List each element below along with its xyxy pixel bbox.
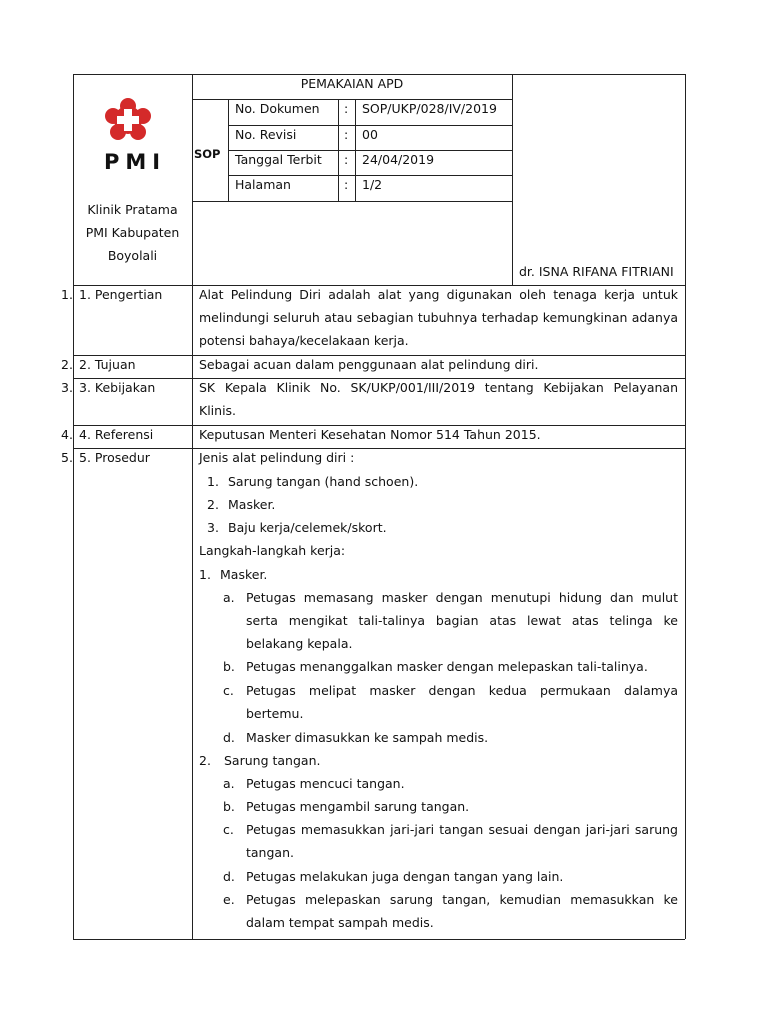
item-line: belakang kepala. xyxy=(246,636,353,651)
rule xyxy=(192,99,512,100)
item-letter: d. xyxy=(223,730,235,745)
rule xyxy=(73,355,685,356)
group-title: Sarung tangan. xyxy=(224,753,321,768)
rule xyxy=(355,99,356,201)
section-number: 2. xyxy=(61,357,73,372)
org-name-line: Klinik Pratama xyxy=(87,202,178,217)
item-letter: a. xyxy=(223,590,235,605)
body-line: melindungi seluruh atau sebagian tubuhnya terhadap kemungkinan adanya xyxy=(199,310,678,325)
meta-label: No. Dokumen xyxy=(235,101,320,116)
item-text xyxy=(246,679,678,725)
rule xyxy=(73,939,685,940)
body-line: potensi bahaya/kecelakaan kerja. xyxy=(199,333,409,348)
item-letter: a. xyxy=(223,776,235,791)
item-letter: b. xyxy=(223,799,235,814)
meta-sep: : xyxy=(344,101,349,116)
org-name-line: PMI Kabupaten xyxy=(85,225,180,240)
rule xyxy=(73,425,685,426)
item-line: Petugas memasang masker dengan menutupi hidung dan mulut xyxy=(246,590,678,605)
section-number: 5. xyxy=(61,450,73,465)
signatory-name: dr. ISNA RIFANA FITRIANI xyxy=(519,264,674,279)
logo-text: PMI xyxy=(104,150,167,174)
section-label: 2. Tujuan xyxy=(79,357,136,372)
sop-label: SOP xyxy=(194,147,221,161)
rule xyxy=(73,448,685,449)
section-label: 5. Prosedur xyxy=(79,450,150,465)
item-letter: c. xyxy=(223,683,234,698)
item-text: Masker dimasukkan ke sampah medis. xyxy=(246,730,489,745)
body-line: SK Kepala Klinik No. SK/UKP/001/III/2019 tentang Kebijakan Pelayanan xyxy=(199,380,678,395)
steps-title: Langkah-langkah kerja: xyxy=(199,543,346,558)
item-line: Petugas melipat masker dengan kedua permukaan dalamya xyxy=(246,683,678,698)
item-line: tangan. xyxy=(246,845,294,860)
rule xyxy=(228,99,229,201)
group-title: Masker. xyxy=(220,567,268,582)
rule xyxy=(512,74,513,285)
org-name-line: Boyolali xyxy=(107,248,158,263)
type-text: Masker. xyxy=(228,497,276,512)
item-text xyxy=(246,586,678,655)
group-number: 1. xyxy=(199,567,211,582)
section-label: 1. Pengertian xyxy=(79,287,163,302)
body-line: Klinis. xyxy=(199,403,237,418)
type-number: 3. xyxy=(207,520,219,535)
rule xyxy=(228,125,512,126)
type-text: Baju kerja/celemek/skort. xyxy=(228,520,387,535)
item-line: Petugas melepaskan sarung tangan, kemudian memasukkan ke xyxy=(246,892,678,907)
section-number: 4. xyxy=(61,427,73,442)
prosedur-intro: Jenis alat pelindung diri : xyxy=(199,450,355,465)
pmi-logo-icon xyxy=(104,98,152,142)
meta-sep: : xyxy=(344,152,349,167)
item-text: Petugas mengambil sarung tangan. xyxy=(246,799,470,814)
rule xyxy=(228,150,512,151)
meta-value-page: 1/2 xyxy=(362,177,383,192)
item-text: Petugas mencuci tangan. xyxy=(246,776,405,791)
item-line: bertemu. xyxy=(246,706,304,721)
type-text: Sarung tangan (hand schoen). xyxy=(228,474,419,489)
section-number: 1. xyxy=(61,287,73,302)
rule xyxy=(192,74,193,939)
group-number: 2. xyxy=(199,753,211,768)
item-text xyxy=(246,818,678,864)
item-letter: b. xyxy=(223,659,235,674)
rule xyxy=(73,74,685,75)
type-number: 2. xyxy=(207,497,219,512)
section-label: 4. Referensi xyxy=(79,427,154,442)
meta-sep: : xyxy=(344,127,349,142)
section-body xyxy=(199,283,678,352)
rule xyxy=(338,99,339,201)
item-line: serta mengikat tali-talinya bagian atas lewat atas telinga ke xyxy=(246,613,678,628)
meta-label: Tanggal Terbit xyxy=(235,152,322,167)
item-text: Petugas melakukan juga dengan tangan yang lain. xyxy=(246,869,564,884)
section-number: 3. xyxy=(61,380,73,395)
item-letter: e. xyxy=(223,892,235,907)
section-label: 3. Kebijakan xyxy=(79,380,156,395)
meta-label: No. Revisi xyxy=(235,127,297,142)
document-title: PEMAKAIAN APD xyxy=(300,76,404,91)
meta-label: Halaman xyxy=(235,177,291,192)
meta-value-issue-date: 24/04/2019 xyxy=(362,152,435,167)
item-line: dalam tempat sampah medis. xyxy=(246,915,434,930)
meta-sep: : xyxy=(344,177,349,192)
item-line: Petugas memasukkan jari-jari tangan sesuai dengan jari-jari sarung xyxy=(246,822,678,837)
rule xyxy=(228,175,512,176)
meta-value-revision: 00 xyxy=(362,127,378,142)
meta-value-doc-number: SOP/UKP/028/IV/2019 xyxy=(362,101,497,116)
section-body: Keputusan Menteri Kesehatan Nomor 514 Tahun 2015. xyxy=(199,427,541,442)
type-number: 1. xyxy=(207,474,219,489)
item-text xyxy=(246,888,678,934)
item-text: Petugas menanggalkan masker dengan melepaskan tali-talinya. xyxy=(246,659,648,674)
rule xyxy=(685,74,686,939)
section-body xyxy=(199,376,678,422)
section-body: Sebagai acuan dalam penggunaan alat pelindung diri. xyxy=(199,357,539,372)
body-line: Alat Pelindung Diri adalah alat yang digunakan oleh tenaga kerja untuk xyxy=(199,287,678,302)
rule xyxy=(192,201,512,202)
item-letter: d. xyxy=(223,869,235,884)
item-letter: c. xyxy=(223,822,234,837)
